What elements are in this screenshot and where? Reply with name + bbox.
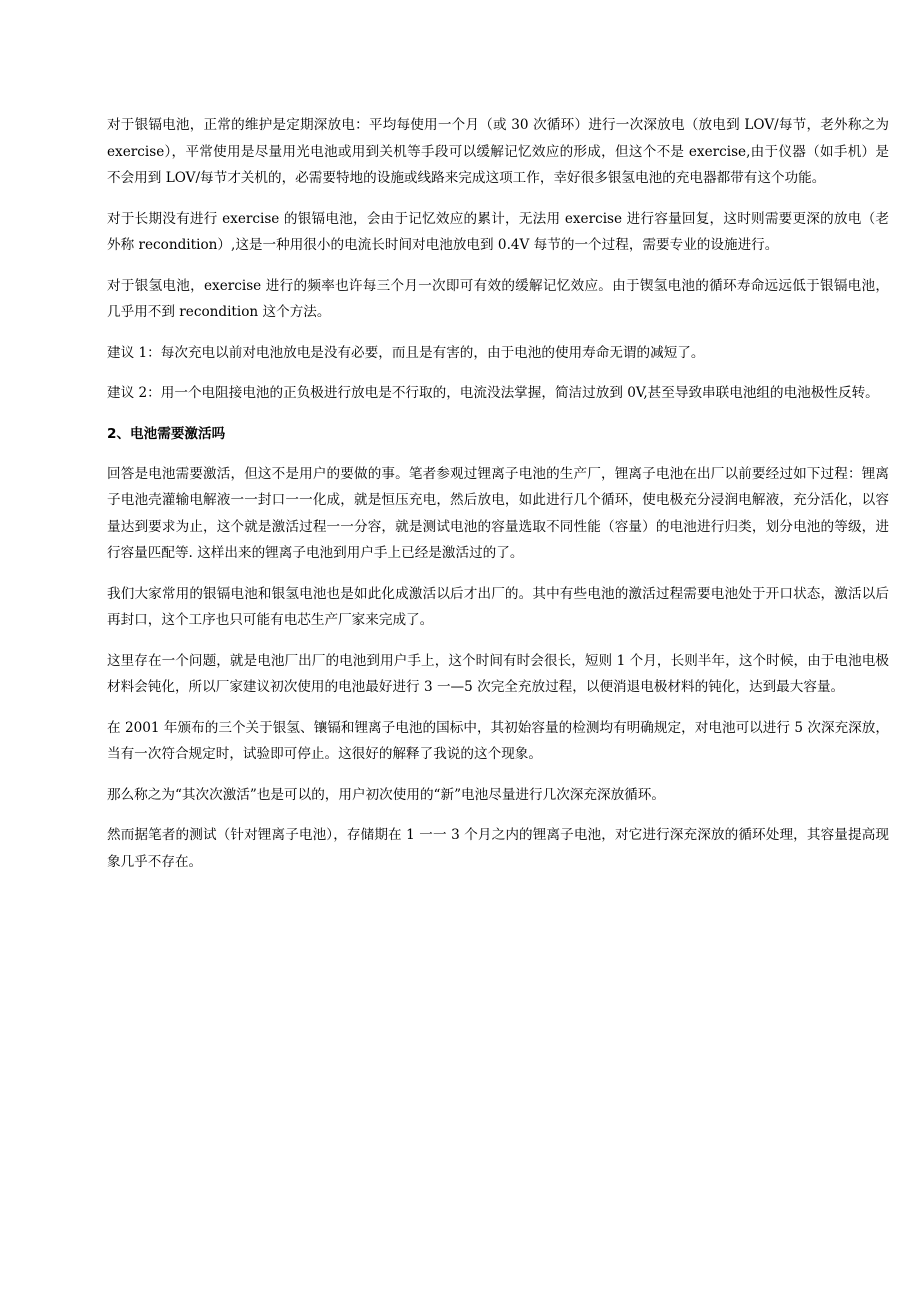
paragraph-test-result: 然而据笔者的测试（针对锂离子电池），存储期在 1 一一 3 个月之内的锂离子电池，对它进行深充深放的循环处理，其容量提高现象几乎不存在。: [107, 827, 889, 870]
paragraph-second-activation: 那么称之为“其次次激活”也是可以的，用户初次使用的“新”电池尽量进行几次深充深放循环。: [107, 786, 665, 803]
paragraph-nicd-maintenance: 对于银镉电池，正常的维护是定期深放电：平均每使用一个月（或 30 次循环）进行一次深放电（放电到 LOV/每节，老外称之为 exercise），平常使用是尽量用光电池或用到关机等手段可以缓解记忆效应的形成，但这个不是 exercise,由于仪器（如手机）是不会用到 LOV/每节才关机的，必需要特地的设施或线路来完成这项工作，幸好很多银氢电池的充电器都带有这个功能。: [107, 117, 889, 186]
paragraph-factory-activation: 我们大家常用的银镉电池和银氢电池也是如此化成激活以后才出厂的。其中有些电池的激活过程需要电池处于开口状态，激活以后再封口，这个工序也只可能有电芯生产厂家来完成了。: [107, 585, 889, 628]
paragraph-suggestion-1: 建议 1：每次充电以前对电池放电是没有必要，而且是有害的，由于电池的使用寿命无谓的减短了。: [107, 344, 705, 361]
paragraph-recondition: 对于长期没有进行 exercise 的银镉电池，会由于记忆效应的累计，无法用 exercise 进行容量回复，这时则需要更深的放电（老外称 recondition）,这是一种用很小的电流长时间对电池放电到 0.4V 每节的一个过程，需要专业的设施进行。: [107, 210, 889, 253]
section-heading: 2、电池需要激活吗: [107, 425, 226, 442]
paragraph-suggestion-2: 建议 2：用一个电阻接电池的正负极进行放电是不行取的，电流没法掌握，简洁过放到 0V,甚至导致串联电池组的电池极性反转。: [107, 385, 879, 401]
document-body: [107, 112, 889, 889]
paragraph-passivation: 这里存在一个问题，就是电池厂出厂的电池到用户手上，这个时间有时会很长，短则 1 个月，长则半年，这个时候，由于电池电极材料会钝化，所以厂家建议初次使用的电池最好进行 3 一—5 次完全充放过程，以便消退电极材料的钝化，达到最大容量。: [107, 652, 889, 695]
paragraph-nimh-exercise: 对于银氢电池，exercise 进行的频率也许每三个月一次即可有效的缓解记忆效应。由于锲氢电池的循环寿命远远低于银镉电池，几乎用不到 recondition 这个方法。: [107, 277, 889, 320]
paragraph-national-standard: 在 2001 年颁布的三个关于银氢、镶镉和锂离子电池的国标中，其初始容量的检测均有明确规定，对电池可以进行 5 次深充深放，当有一次符合规定时，试验即可停止。这很好的解释了我说的这个现象。: [107, 719, 889, 762]
paragraph-activation-answer: 回答是电池需要激活，但这不是用户的要做的事。笔者参观过锂离子电池的生产厂，锂离子电池在出厂以前要经过如下过程：锂离子电池壳灌输电解液一一封口一一化成，就是恒压充电，然后放电，如此进行几个循环，使电极充分浸润电解液，充分活化，以容量达到要求为止，这个就是激活过程一一分容，就是测试电池的容量选取不同性能（容量）的电池进行归类，划分电池的等级，进行容量匹配等. 这样出来的锂离子电池到用户手上已经是激活过的了。: [107, 465, 889, 561]
